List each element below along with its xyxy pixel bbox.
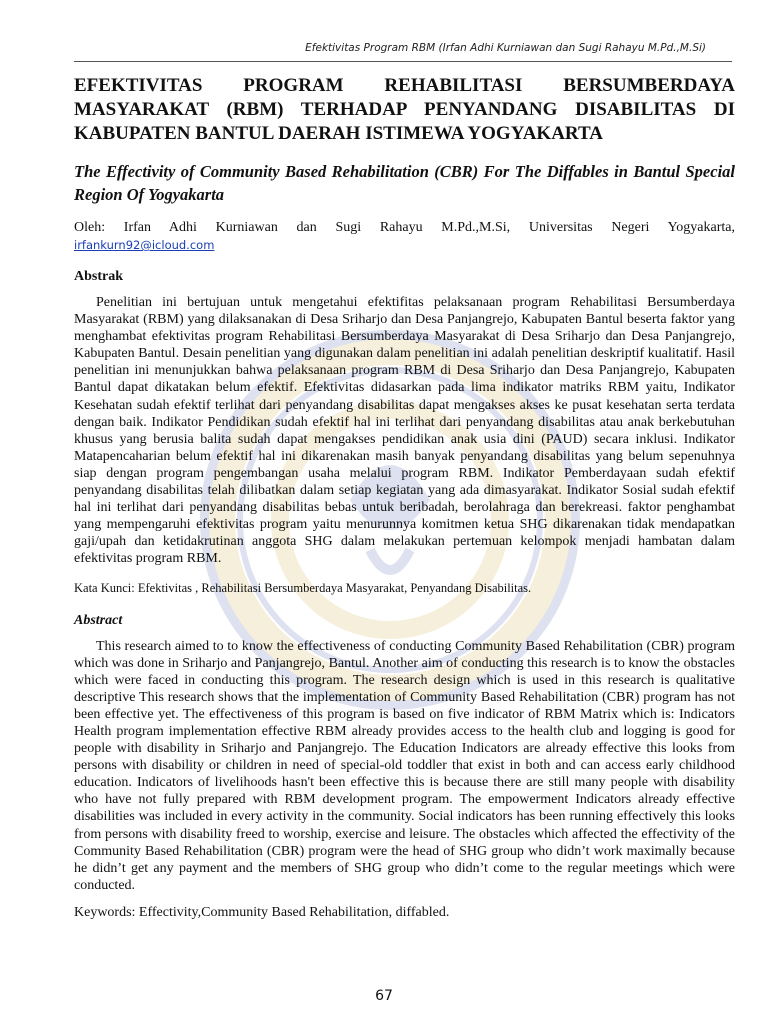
author-line: Oleh: Irfan Adhi Kurniawan dan Sugi Rahayu M.Pd.,M.Si, Universitas Negeri Yogyakarta, bbox=[74, 220, 735, 235]
article-body bbox=[74, 74, 735, 922]
article-title: EFEKTIVITAS PROGRAM REHABILITASI BERSUMBERDAYA MASYARAKAT (RBM) TERHADAP PENYANDANG DISABILITAS DI KABUPATEN BANTUL DAERAH ISTIMEWA YOGYAKARTA bbox=[74, 75, 735, 144]
abstract-heading: Abstract bbox=[74, 612, 123, 628]
abstrak-paragraph: Penelitian ini bertujuan untuk mengetahui efektifitas pelaksanaan program Rehabilitasi Bersumberdaya Masyarakat (RBM) yang dilaksanakan di Desa Sriharjo dan Desa Panjangrejo, Kabupaten Bantul beserta faktor yang menghambat efektivitas program Rehabilitasi Bersumberdaya Masyarakat di Desa Sriharjo dan Desa Panjangrejo, Kabupaten Bantul. Desain penelitian yang digunakan dalam penelitian ini adalah penelitian deskriptif kualitatif. Hasil penelitian ini menunjukkan bahwa pelaksanaan program RBM di Desa Sriharjo dan Desa Panjangrejo, Kabupaten Bantul dapat dikatakan belum efektif. Efektivitas didasarkan pada lima indikator matriks RBM yaitu, Indikator Kesehatan sudah efektif terlihat dari penyandang disabilitas dapat mengakses akses ke pusat kesehatan serta terdata dengan baik. Indikator Pendidikan sudah efektif hal ini terlihat dari penyandang disabilitas atau anak berkebutuhan khusus yang berusia balita sudah dapat mengakses pendidikan anak usia dini (PAUD) secara inklusi. Indikator Matapencaharian belum efektif hal ini dikarenakan masih banyak penyandang disabilitas yang belum sepenuhnya siap dengan program pengembangan usaha melalui program RBM. Indikator Pemberdayaan sudah efektif penyandang disabilitas telah dilibatkan dalam setiap kegiatan yang ada dimasyarakat. Indikator Sosial sudah efektif hal ini terlihat dari penyandang disabilitas bebas untuk beribadah, berolahraga dan berekreasi. faktor penghambat yang mempengaruhi efektivitas program yaitu menurunnya komitmen ketua SHG dikarenakan tidak mendapatkan gaji/upah dan ketidakrutinan anggota SHG dalam melakukan pertemuan kelompok menjadi hambatan dalam efektivitas program RBM. bbox=[74, 295, 735, 567]
abstract-keywords: Keywords: Effectivity,Community Based Rehabilitation, diffabled. bbox=[74, 904, 450, 920]
page-number: 67 bbox=[375, 988, 393, 1004]
article-subtitle: The Effectivity of Community Based Rehabilitation (CBR) For The Diffables in Bantul Special Region Of Yogyakarta bbox=[74, 162, 735, 204]
running-header: Efektivitas Program RBM (Irfan Adhi Kurniawan dan Sugi Rahayu M.Pd.,M.Si) bbox=[305, 42, 706, 54]
abstract-paragraph: This research aimed to to know the effectiveness of conducting Community Based Rehabilitation (CBR) program which was done in Sriharjo and Panjangrejo, Bantul. Another aim of conducting this research is to know the obstacles which were faced in conducting this program. The research design which is used in this research is qualitative descriptive This research shows that the implementation of Community Based Rehabilitation (CBR) program has not been effective yet. The effectiveness of this program is based on five indicator of RBM Matrix which is: Indicators Health program implementation effective RBM already provides access to the health club and logging is good for people with disability in Sriharjo and Panjangrejo. The Education Indicators are already effective this looks from persons with disability or children in need of special-old toddler that exist in both and can access early childhood education. Indicators of livelihoods hasn't been effective this is because there are still many people with disability who have not fully prepared with RBM development program. The empowerment Indicators already effective disabilities was included in every activity in the community. Social indicators has been running effectively this looks from persons with disability freed to worship, exercise and leisure. The obstacles which affected the effectivity of the Community Based Rehabilitation (CBR) program were the head of SHG group who didn’t work maximally because he didn’t get any payment and the members of SHG group who didn’t come to the regular meetings which were conducted. bbox=[74, 638, 735, 893]
abstrak-keywords: Kata Kunci: Efektivitas , Rehabilitasi Bersumberdaya Masyarakat, Penyandang Disabilitas. bbox=[74, 580, 532, 595]
author-email-link[interactable]: irfankurn92@icloud.com bbox=[74, 238, 215, 252]
abstrak-heading: Abstrak bbox=[74, 269, 124, 284]
header-divider bbox=[74, 61, 732, 62]
